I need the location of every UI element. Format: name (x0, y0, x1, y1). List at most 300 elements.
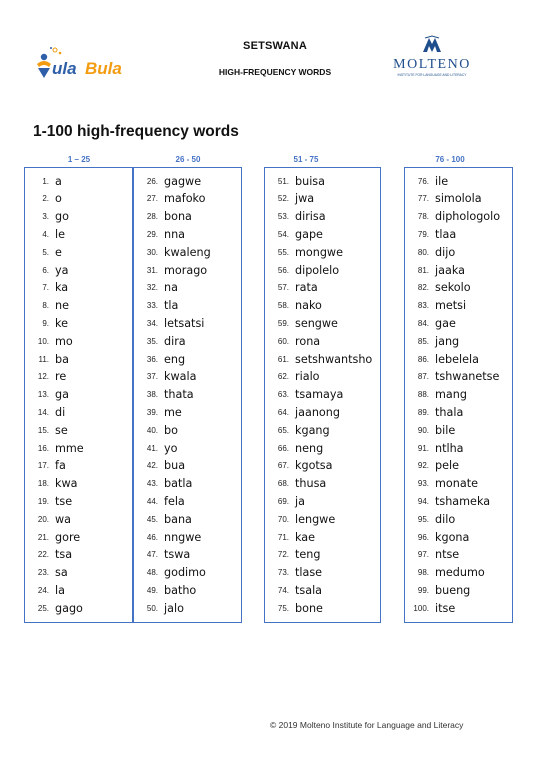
word-text: jaaka (435, 263, 465, 277)
word-text: kgona (435, 530, 470, 544)
word-text: setshwantsho (295, 352, 373, 366)
word-text: tse (55, 494, 73, 508)
word-text: dipolelo (295, 263, 340, 277)
word-number: 9. (42, 318, 49, 328)
word-text: ga (55, 388, 69, 402)
svg-text:INSTITUTE FOR LANGUAGE AND LIT: INSTITUTE FOR LANGUAGE AND LITERACY (397, 73, 467, 77)
word-number: 64. (277, 407, 289, 417)
word-text: wa (55, 512, 72, 526)
word-text: fa (55, 459, 66, 473)
word-item (25, 564, 134, 582)
word-text: tlaa (435, 227, 457, 241)
word-text: go (55, 210, 69, 224)
word-text: metsi (435, 299, 467, 313)
word-number: 42. (146, 461, 158, 471)
word-number: 1. (42, 176, 49, 186)
word-text: sekolo (435, 281, 471, 295)
word-item (265, 546, 374, 564)
word-item (25, 261, 134, 279)
word-text: thusa (295, 477, 327, 491)
word-number: 27. (146, 194, 158, 204)
word-text: na (164, 281, 178, 295)
word-item (265, 599, 374, 617)
word-text: medumo (435, 566, 485, 580)
word-text: dijo (435, 245, 456, 259)
word-item (134, 581, 243, 599)
word-item (25, 492, 134, 510)
word-item (25, 475, 134, 493)
word-number: 19. (37, 496, 49, 506)
word-number: 38. (146, 390, 158, 400)
word-text: rialo (295, 370, 320, 384)
word-text: letsatsi (164, 316, 205, 330)
word-number: 21. (37, 532, 49, 542)
word-item (134, 403, 243, 421)
word-number: 26. (146, 176, 158, 186)
word-item (25, 208, 134, 226)
word-text: mafoko (164, 192, 206, 206)
word-item (405, 190, 514, 208)
word-text: re (55, 370, 67, 384)
word-item (405, 528, 514, 546)
word-item (405, 510, 514, 528)
word-column-4 (404, 167, 513, 623)
word-number: 62. (277, 372, 289, 382)
word-text: mo (55, 334, 73, 348)
word-number: 83. (417, 301, 429, 311)
word-item (405, 350, 514, 368)
word-item (405, 368, 514, 386)
word-text: ile (435, 174, 449, 188)
word-number: 44. (146, 496, 158, 506)
word-item (134, 492, 243, 510)
word-text: tlase (295, 566, 323, 580)
word-number: 94. (417, 496, 429, 506)
word-number: 31. (146, 265, 158, 275)
word-item (265, 510, 374, 528)
word-column-1 (24, 167, 133, 623)
word-number: 56. (277, 265, 289, 275)
word-item (25, 243, 134, 261)
word-item (265, 475, 374, 493)
word-text: tshameka (435, 494, 491, 508)
word-text: ka (55, 281, 69, 295)
word-number: 65. (277, 425, 289, 435)
word-item (134, 314, 243, 332)
word-text: ya (55, 263, 69, 277)
section-heading: 1-100 high-frequency words (33, 123, 239, 140)
word-text: kwa (55, 477, 78, 491)
word-item (265, 492, 374, 510)
word-number: 93. (417, 479, 429, 489)
word-number: 78. (417, 212, 429, 222)
word-number: 46. (146, 532, 158, 542)
column-range-1: 1 – 25 (67, 155, 91, 164)
word-number: 98. (417, 568, 429, 578)
word-number: 85. (417, 336, 429, 346)
word-item (265, 225, 374, 243)
word-number: 84. (417, 318, 429, 328)
word-number: 92. (417, 461, 429, 471)
word-number: 61. (277, 354, 289, 364)
word-text: simolola (435, 192, 482, 206)
word-text: morago (164, 263, 208, 277)
word-number: 79. (417, 229, 429, 239)
word-text: ntse (435, 548, 460, 562)
word-item (265, 314, 374, 332)
word-number: 63. (277, 390, 289, 400)
word-number: 24. (37, 585, 49, 595)
word-item (134, 261, 243, 279)
word-item (405, 279, 514, 297)
word-item (25, 457, 134, 475)
word-number: 99. (417, 585, 429, 595)
word-number: 4. (42, 229, 49, 239)
word-number: 10. (37, 336, 49, 346)
word-item (25, 546, 134, 564)
word-text: gape (295, 227, 323, 241)
column-range-4: 76 - 100 (435, 155, 465, 164)
word-item (134, 528, 243, 546)
word-item (134, 172, 243, 190)
word-number: 75. (277, 603, 289, 613)
word-item (265, 350, 374, 368)
word-text: ke (55, 316, 68, 330)
word-number: 70. (277, 514, 289, 524)
word-number: 86. (417, 354, 429, 364)
word-number: 53. (277, 212, 289, 222)
word-number: 80. (417, 247, 429, 257)
word-item (405, 243, 514, 261)
word-number: 23. (37, 568, 49, 578)
word-item (25, 403, 134, 421)
word-number: 16. (37, 443, 49, 453)
word-item (405, 261, 514, 279)
word-item (265, 564, 374, 582)
page-subtitle: HIGH-FREQUENCY WORDS (218, 67, 332, 77)
word-number: 47. (146, 550, 158, 560)
word-number: 35. (146, 336, 158, 346)
word-item (25, 528, 134, 546)
word-text: tsa (55, 548, 73, 562)
word-item (134, 421, 243, 439)
word-item (134, 564, 243, 582)
word-number: 87. (417, 372, 429, 382)
word-number: 25. (37, 603, 49, 613)
word-number: 97. (417, 550, 429, 560)
word-number: 41. (146, 443, 158, 453)
word-number: 14. (37, 407, 49, 417)
word-text: nako (295, 299, 322, 313)
word-item (265, 208, 374, 226)
word-text: buisa (295, 174, 325, 188)
word-number: 18. (37, 479, 49, 489)
word-number: 11. (38, 354, 49, 364)
word-text: nna (164, 227, 186, 241)
column-range-2: 26 - 50 (175, 155, 201, 164)
word-text: tswa (164, 548, 191, 562)
molteno-wordmark: MOLTENO (393, 57, 471, 72)
word-number: 45. (146, 514, 158, 524)
word-item (25, 314, 134, 332)
word-text: jang (435, 334, 460, 348)
word-text: monate (435, 477, 478, 491)
word-text: ntlha (435, 441, 464, 455)
word-column-2 (133, 167, 242, 623)
word-number: 68. (277, 479, 289, 489)
word-item (25, 297, 134, 315)
word-number: 12. (37, 372, 49, 382)
word-number: 48. (146, 568, 158, 578)
word-number: 90. (417, 425, 429, 435)
svg-text:Bula: Bula (85, 59, 122, 78)
word-number: 100. (413, 603, 429, 613)
word-number: 49. (146, 585, 158, 595)
word-number: 52. (277, 194, 289, 204)
word-text: rona (295, 334, 321, 348)
word-text: tshwanetse (435, 370, 500, 384)
word-text: dirisa (295, 210, 326, 224)
word-item (265, 421, 374, 439)
word-number: 96. (417, 532, 429, 542)
word-number: 40. (146, 425, 158, 435)
word-number: 88. (417, 390, 429, 400)
word-item (405, 386, 514, 404)
word-item (134, 546, 243, 564)
word-text: thata (164, 388, 194, 402)
word-item (134, 599, 243, 617)
word-text: lebelela (435, 352, 479, 366)
word-item (25, 190, 134, 208)
word-text: neng (295, 441, 324, 455)
word-text: kgotsa (295, 459, 333, 473)
word-item (265, 243, 374, 261)
page-title: SETSWANA (243, 40, 307, 52)
word-item (25, 172, 134, 190)
word-number: 95. (417, 514, 429, 524)
word-text: gore (55, 530, 81, 544)
word-text: mongwe (295, 245, 343, 259)
word-number: 7. (42, 283, 49, 293)
word-item (134, 475, 243, 493)
word-item (405, 332, 514, 350)
word-item (134, 332, 243, 350)
word-text: itse (435, 601, 456, 615)
word-number: 34. (146, 318, 158, 328)
word-number: 13. (37, 390, 49, 400)
word-number: 2. (42, 194, 49, 204)
word-item (405, 297, 514, 315)
word-number: 77. (417, 194, 429, 204)
word-text: jalo (164, 601, 184, 615)
word-text: bone (295, 601, 323, 615)
word-number: 82. (417, 283, 429, 293)
word-number: 39. (146, 407, 158, 417)
word-item (134, 350, 243, 368)
word-item (25, 581, 134, 599)
word-item (405, 421, 514, 439)
word-item (25, 225, 134, 243)
word-item (25, 279, 134, 297)
word-number: 50. (146, 603, 158, 613)
word-item (25, 368, 134, 386)
svg-text:ula: ula (52, 59, 77, 78)
word-number: 22. (37, 550, 49, 560)
word-number: 6. (42, 265, 49, 275)
molteno-logo (377, 34, 487, 82)
word-text: gago (55, 601, 83, 615)
word-item (134, 368, 243, 386)
word-text: sa (55, 566, 68, 580)
word-item (134, 243, 243, 261)
word-number: 37. (146, 372, 158, 382)
word-text: ne (55, 299, 69, 313)
word-text: batho (164, 583, 197, 597)
word-number: 74. (277, 585, 289, 595)
word-text: jwa (295, 192, 315, 206)
word-number: 69. (277, 496, 289, 506)
word-item (405, 546, 514, 564)
word-item (25, 350, 134, 368)
word-number: 91. (417, 443, 429, 453)
word-item (405, 439, 514, 457)
word-number: 59. (277, 318, 289, 328)
word-text: teng (295, 548, 321, 562)
word-number: 51. (277, 176, 289, 186)
word-text: gagwe (164, 174, 202, 188)
word-item (265, 332, 374, 350)
word-text: la (55, 583, 65, 597)
word-text: kgang (295, 423, 330, 437)
word-text: di (55, 405, 66, 419)
word-item (265, 279, 374, 297)
word-item (405, 599, 514, 617)
word-number: 28. (146, 212, 158, 222)
word-text: se (55, 423, 68, 437)
word-item (25, 599, 134, 617)
word-text: gae (435, 316, 456, 330)
word-text: sengwe (295, 316, 338, 330)
word-text: bana (164, 512, 192, 526)
word-text: a (55, 174, 62, 188)
word-text: dilo (435, 512, 456, 526)
word-text: bo (164, 423, 178, 437)
word-item (25, 439, 134, 457)
word-text: yo (164, 441, 178, 455)
word-item (265, 528, 374, 546)
word-text: e (55, 245, 62, 259)
word-text: le (55, 227, 65, 241)
word-number: 43. (146, 479, 158, 489)
word-number: 3. (42, 212, 49, 222)
word-number: 72. (277, 550, 289, 560)
word-text: diphologolo (435, 210, 501, 224)
word-text: bile (435, 423, 456, 437)
word-item (265, 190, 374, 208)
word-text: mme (55, 441, 84, 455)
word-item (405, 564, 514, 582)
word-item (265, 403, 374, 421)
word-item (134, 297, 243, 315)
word-text: ba (55, 352, 69, 366)
word-text: o (55, 192, 62, 206)
word-text: kwaleng (164, 245, 211, 259)
molteno-emblem-icon (423, 36, 441, 52)
word-item (25, 386, 134, 404)
word-item (134, 279, 243, 297)
word-item (405, 208, 514, 226)
word-text: lengwe (295, 512, 336, 526)
word-number: 32. (146, 283, 158, 293)
word-item (134, 208, 243, 226)
word-number: 30. (146, 247, 158, 257)
word-number: 55. (277, 247, 289, 257)
word-item (405, 492, 514, 510)
word-item (405, 225, 514, 243)
word-number: 60. (277, 336, 289, 346)
word-item (405, 172, 514, 190)
word-text: dira (164, 334, 186, 348)
column-range-3: 51 - 75 (293, 155, 319, 164)
word-column-3 (264, 167, 381, 623)
word-text: pele (435, 459, 459, 473)
word-number: 67. (277, 461, 289, 471)
word-item (265, 457, 374, 475)
word-text: kwala (164, 370, 197, 384)
word-number: 81. (417, 265, 429, 275)
word-item (265, 439, 374, 457)
word-item (134, 439, 243, 457)
word-text: tsala (295, 583, 323, 597)
word-item (134, 457, 243, 475)
word-item (25, 332, 134, 350)
word-item (265, 172, 374, 190)
word-item (134, 510, 243, 528)
word-number: 5. (42, 247, 49, 257)
word-text: mang (435, 388, 467, 402)
word-item (265, 261, 374, 279)
word-number: 15. (37, 425, 49, 435)
word-item (405, 475, 514, 493)
word-text: me (164, 405, 182, 419)
word-item (265, 581, 374, 599)
word-number: 8. (42, 301, 49, 311)
word-text: kae (295, 530, 316, 544)
word-number: 54. (277, 229, 289, 239)
word-text: godimo (164, 566, 206, 580)
copyright-footer: © 2019 Molteno Institute for Language and Literacy (270, 720, 464, 730)
word-text: bueng (435, 583, 471, 597)
word-text: ja (295, 494, 305, 508)
word-number: 17. (37, 461, 49, 471)
word-text: bua (164, 459, 186, 473)
word-item (25, 421, 134, 439)
word-number: 73. (277, 568, 289, 578)
word-item (265, 297, 374, 315)
word-number: 29. (146, 229, 158, 239)
word-number: 58. (277, 301, 289, 311)
word-item (25, 510, 134, 528)
word-text: jaanong (295, 405, 340, 419)
word-item (405, 457, 514, 475)
word-text: tsamaya (295, 388, 344, 402)
word-number: 36. (146, 354, 158, 364)
word-number: 71. (277, 532, 289, 542)
word-text: tla (164, 299, 179, 313)
word-item (134, 386, 243, 404)
word-text: eng (164, 352, 186, 366)
word-item (405, 581, 514, 599)
